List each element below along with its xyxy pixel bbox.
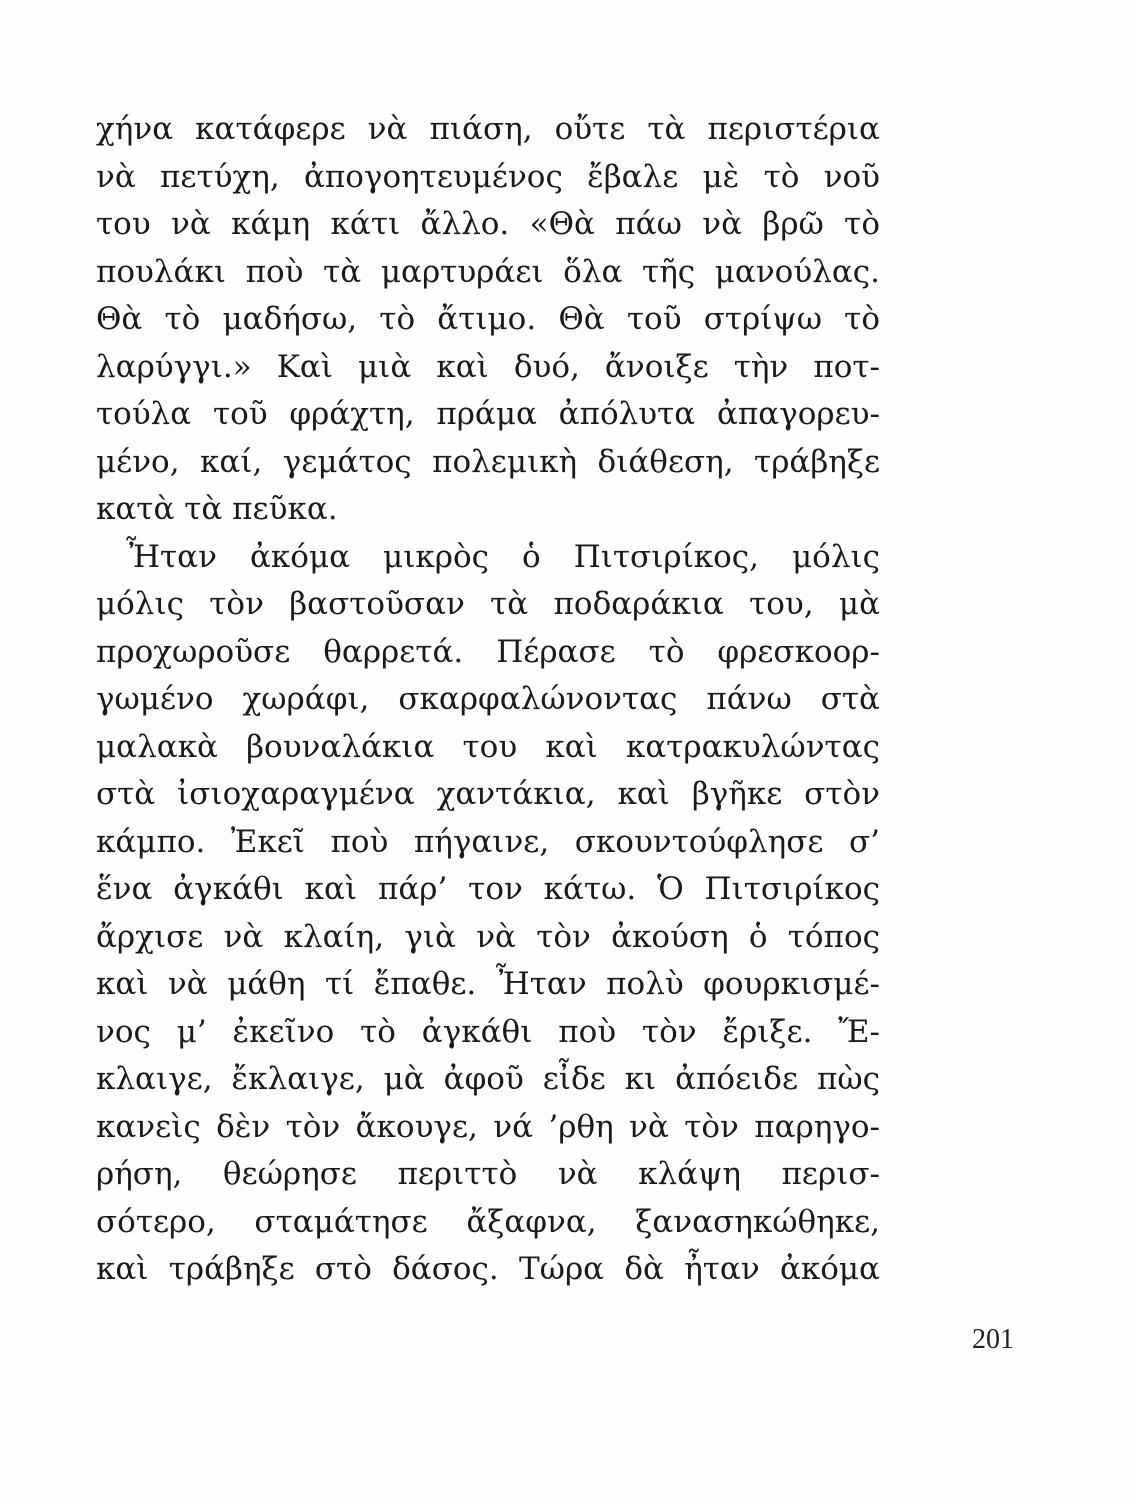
text-line: σότερο, σταμάτησε ἄξαφνα, ξανασηκώθηκε, [96, 1203, 880, 1240]
body-text [96, 106, 880, 1294]
text-line: χήνα κατάφερε νὰ πιάση, οὔτε τὰ περιστέρια [96, 111, 880, 147]
text-line: τούλα τοῦ φράχτη, πράμα ἀπόλυτα ἀπαγορευ- [96, 396, 880, 432]
text-line: ἕνα ἀγκάθι καὶ πάρ’ τον κάτω. Ὁ Πιτσιρίκος [96, 871, 880, 907]
paragraph-end-line: κατὰ τὰ πεῦκα. [96, 491, 338, 527]
text-line: πουλάκι ποὺ τὰ μαρτυράει ὅλα τῆς μανούλας. [96, 253, 880, 290]
text-line: ρήση, θεώρησε περιττὸ νὰ κλάψη περισ- [96, 1156, 880, 1192]
text-line: του νὰ κάμη κάτι ἄλλο. «Θὰ πάω νὰ βρῶ τὸ [96, 206, 880, 242]
text-line: λαρύγγι.» Καὶ μιὰ καὶ δυό, ἄνοιξε τὴν ποτ- [96, 348, 880, 385]
paragraph-start-line: Ἦταν ἀκόμα μικρὸς ὁ Πιτσιρίκος, μόλις [126, 538, 880, 575]
text-line: κανεὶς δὲν τὸν ἄκουγε, νά ’ρθη νὰ τὸν παρηγο- [96, 1108, 880, 1145]
text-line: μένο, καί, γεμάτος πολεμικὴ διάθεση, τράβηξε [96, 443, 880, 480]
text-line: Θὰ τὸ μαδήσω, τὸ ἄτιμο. Θὰ τοῦ στρίψω τὸ [96, 301, 880, 337]
page-number: 201 [972, 1324, 1014, 1355]
text-line: μόλις τὸν βαστοῦσαν τὰ ποδαράκια του, μὰ [96, 586, 880, 622]
text-line: κάμπο. Ἐκεῖ ποὺ πήγαινε, σκουντούφλησε σ’ [96, 823, 880, 860]
text-line: καὶ νὰ μάθη τί ἔπαθε. Ἦταν πολὺ φουρκισμέ- [96, 966, 880, 1002]
text-line: ἄρχισε νὰ κλαίη, γιὰ νὰ τὸν ἀκούση ὁ τόπος [96, 918, 880, 955]
text-line: νος μ’ ἐκεῖνο τὸ ἀγκάθι ποὺ τὸν ἔριξε. Ἔ- [96, 1013, 880, 1050]
text-line: μαλακὰ βουναλάκια του καὶ κατρακυλώντας [96, 728, 880, 765]
text-line: νὰ πετύχη, ἀπογοητευμένος ἔβαλε μὲ τὸ νοῦ [96, 158, 880, 195]
text-line: στὰ ἰσιοχαραγμένα χαντάκια, καὶ βγῆκε στὸν [96, 776, 880, 812]
text-line: κλαιγε, ἔκλαιγε, μὰ ἀφοῦ εἶδε κι ἀπόειδε πὼς [96, 1061, 880, 1097]
text-line: προχωροῦσε θαρρετά. Πέρασε τὸ φρεσκοορ- [96, 633, 880, 670]
text-line: γωμένο χωράφι, σκαρφαλώνοντας πάνω στὰ [96, 681, 880, 717]
text-line: καὶ τράβηξε στὸ δάσος. Τώρα δὰ ἦταν ἀκόμα [96, 1251, 880, 1287]
